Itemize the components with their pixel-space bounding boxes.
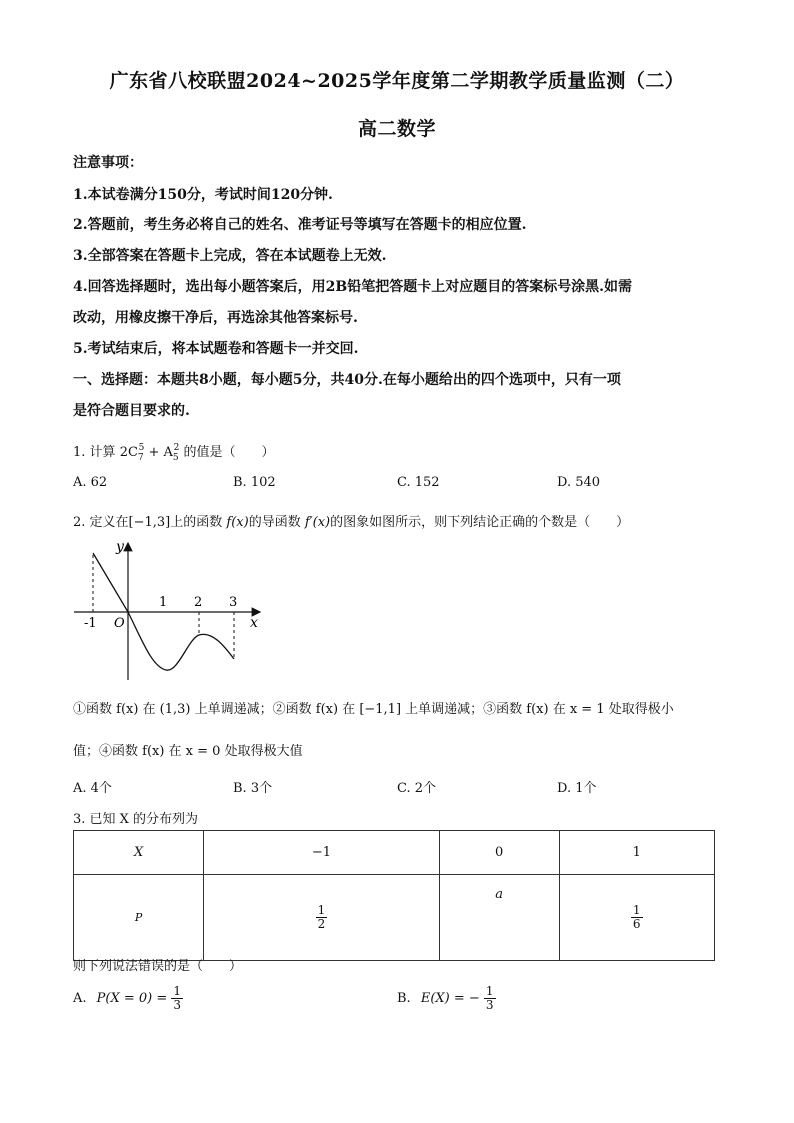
frac-num: 1 bbox=[317, 903, 326, 917]
q3-option-a-lhs: P(X = 0) = bbox=[96, 991, 168, 1006]
frac-den: 6 bbox=[632, 917, 641, 931]
exam-subtitle: 高二数学 bbox=[357, 118, 436, 140]
q2-text-d: 的图象如图所示，则下列结论正确的个数是（ ） bbox=[330, 515, 630, 530]
notice-heading: 注意事项： bbox=[73, 155, 143, 171]
q1-expression: $2C_7^5 + A_5^2$ bbox=[119, 443, 180, 463]
table-cell-x: X bbox=[74, 831, 204, 875]
table-row bbox=[74, 831, 715, 875]
table-cell-p-one bbox=[559, 875, 715, 961]
notice-item-4-cont: 改动，用橡皮擦干净后，再选涂其他答案标号. bbox=[73, 310, 358, 326]
q2-fpx: f′(x) bbox=[304, 515, 331, 530]
q2-option-d: D. 1个 bbox=[557, 781, 597, 796]
q1-option-c: C. 152 bbox=[397, 475, 440, 490]
q2-text-a: 2. 定义在 bbox=[73, 515, 129, 530]
q1-option-d: D. 540 bbox=[557, 475, 601, 490]
table-row bbox=[74, 875, 715, 961]
q2-statements-line1: ①函数 f(x) 在 (1,3) 上单调递减；②函数 f(x) 在 [−1,1] 上单调递减；③函数 f(x) 在 x = 1 处取得极小 bbox=[73, 702, 674, 717]
origin-label: O bbox=[114, 616, 125, 631]
table-cell-p: P bbox=[74, 875, 204, 961]
q2-option-b: B. 3个 bbox=[233, 781, 273, 796]
frac-num: 1 bbox=[632, 903, 641, 917]
notice-item-5: 5.考试结束后，将本试题卷和答题卡一并交回. bbox=[73, 341, 359, 357]
q3-option-b-lhs: E(X) = − bbox=[420, 991, 480, 1006]
notice-item-3: 3.全部答案在答题卡上完成，答在本试题卷上无效. bbox=[73, 248, 387, 264]
frac-num: 1 bbox=[173, 984, 182, 998]
q1-suffix: 的值是（ ） bbox=[183, 445, 275, 460]
q3-question: 则下列说法错误的是（ ） bbox=[73, 959, 243, 974]
q2-text-b: 上的函数 bbox=[170, 515, 223, 530]
question-3: 3. 已知 X 的分布列为 bbox=[73, 812, 199, 827]
tick-label-2: 2 bbox=[194, 595, 203, 610]
frac-num: 1 bbox=[485, 984, 494, 998]
table-cell-neg1: −1 bbox=[204, 831, 439, 875]
q3-option-b bbox=[397, 985, 496, 1012]
frac-den: 3 bbox=[485, 998, 494, 1012]
derivative-graph bbox=[70, 535, 270, 685]
x-axis-label: x bbox=[250, 615, 258, 631]
notice-item-4: 4.回答选择题时，选出每小题答案后，用2B铅笔把答题卡上对应题目的答案标号涂黑.如需 bbox=[73, 279, 633, 295]
notice-item-1: 1.本试卷满分150分，考试时间120分钟. bbox=[73, 187, 333, 203]
q2-option-c: C. 2个 bbox=[397, 781, 437, 796]
q2-fx: f(x) bbox=[226, 515, 249, 530]
notice-item-2: 2.答题前，考生务必将自己的姓名、准考证号等填写在答题卡的相应位置. bbox=[73, 217, 527, 233]
question-2 bbox=[73, 511, 629, 530]
question-1 bbox=[73, 441, 275, 463]
q1-prefix: 1. 计算 bbox=[73, 445, 116, 460]
tick-label-3: 3 bbox=[229, 595, 238, 610]
frac-den: 2 bbox=[317, 917, 326, 931]
table-cell-0: 0 bbox=[439, 831, 559, 875]
table-cell-1: 1 bbox=[559, 831, 715, 875]
frac-den: 3 bbox=[173, 998, 182, 1012]
q2-text-c: 的导函数 bbox=[248, 515, 301, 530]
distribution-table bbox=[73, 830, 715, 961]
tick-label-neg1: -1 bbox=[84, 616, 97, 631]
section-heading: 一、选择题：本题共8小题，每小题5分，共40分.在每小题给出的四个选项中，只有一项 bbox=[73, 372, 621, 388]
q1-option-a: A. 62 bbox=[73, 475, 108, 490]
table-cell-p-neg1 bbox=[204, 875, 439, 961]
section-heading-cont: 是符合题目要求的. bbox=[73, 403, 190, 419]
q2-option-a: A. 4个 bbox=[73, 781, 112, 796]
q1-option-b: B. 102 bbox=[233, 475, 276, 490]
q2-statements-line2: 值；④函数 f(x) 在 x = 0 处取得极大值 bbox=[73, 744, 303, 759]
q3-option-a-label: A. bbox=[73, 991, 87, 1006]
exam-title: 广东省八校联盟2024~2025学年度第二学期教学质量监测（二） bbox=[109, 70, 685, 92]
q2-interval: [−1,3] bbox=[128, 515, 171, 530]
q3-option-b-label: B. bbox=[397, 991, 411, 1006]
y-axis-label: y bbox=[116, 539, 124, 555]
table-cell-p-zero: a bbox=[439, 875, 559, 961]
q3-option-a bbox=[73, 985, 183, 1012]
tick-label-1: 1 bbox=[159, 595, 168, 610]
